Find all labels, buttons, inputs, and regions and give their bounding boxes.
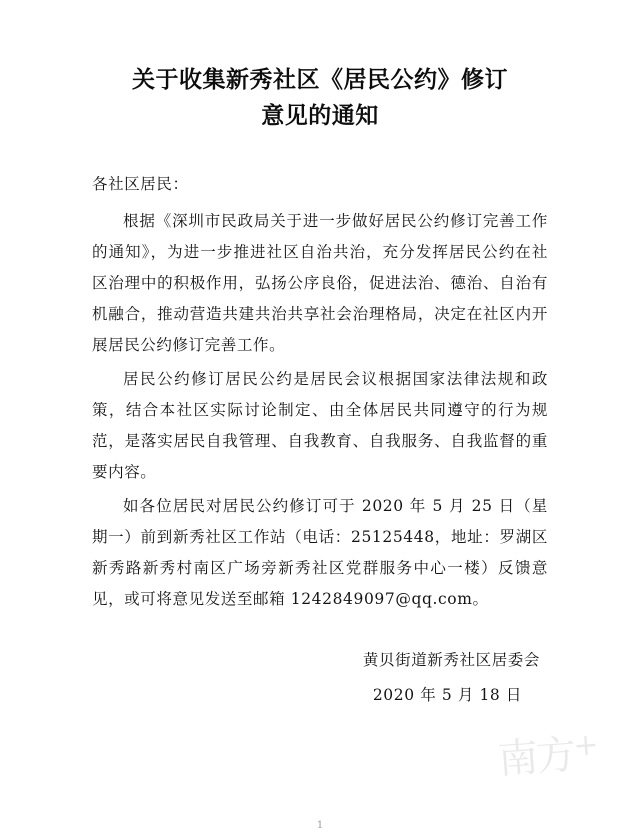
signature-date: 2020 年 5 月 18 日 (372, 685, 522, 704)
title-line-1: 关于收集新秀社区《居民公约》修订 (132, 66, 508, 93)
document-body (0, 169, 640, 614)
watermark-plus: + (572, 727, 598, 764)
watermark-label: 南方 (496, 731, 576, 784)
watermark-text (496, 727, 620, 784)
paragraph-3: 如各位居民对居民公约修订可于 2020 年 5 月 25 日（星期一）前到新秀社区工作站（电话：25125448，地址：罗湖区新秀路新秀村南区广场旁新秀社区党群服务中心一楼）反馈意见，或可将意见发送至邮箱 1242849097@qq.com。 (92, 496, 548, 608)
paragraph-1: 根据《深圳市民政局关于进一步做好居民公约修订完善工作的通知》，为进一步推进社区自治共治，充分发挥居民公约在社区治理中的积极作用，弘扬公序良俗，促进法治、德治、自治有机融合，推动营造共建共治共享社会治理格局，决定在社区内开展居民公约修订完善工作。 (92, 211, 548, 354)
signature-organization: 黄贝街道新秀社区居委会 (362, 650, 540, 669)
page-title (0, 0, 640, 133)
salutation: 各社区居民： (92, 175, 189, 194)
paragraph-2: 居民公约修订居民公约是居民会议根据国家法律法规和政策，结合本社区实际讨论制定、由全体居民共同遵守的行为规范，是落实居民自我管理、自我教育、自我服务、自我监督的重要内容。 (92, 369, 548, 481)
watermark (496, 727, 618, 811)
page-number: 1 (316, 820, 324, 831)
signature-block (0, 645, 640, 711)
title-line-2: 意见的通知 (261, 101, 379, 129)
